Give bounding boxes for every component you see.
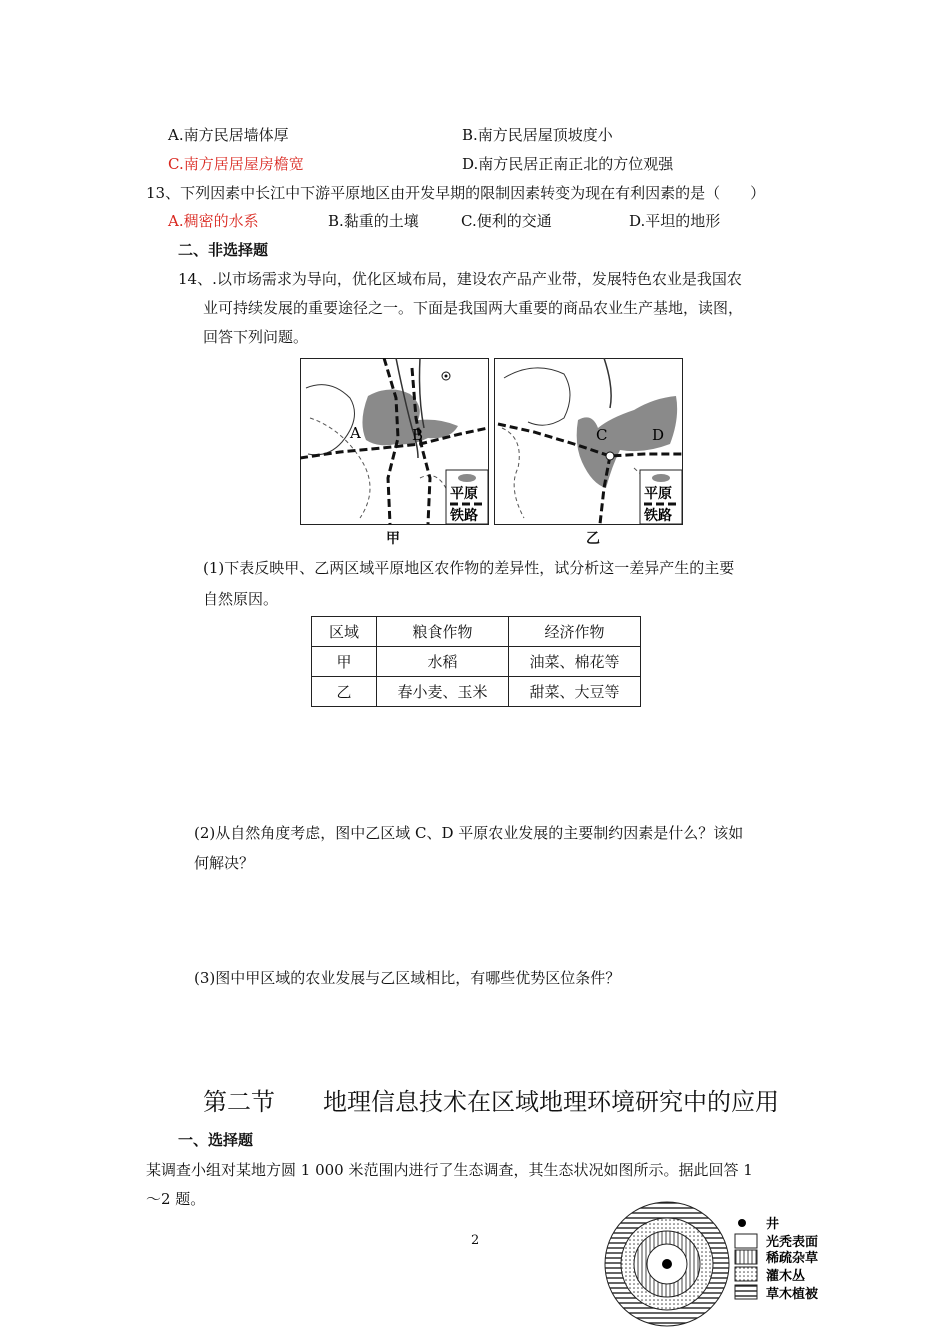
legend-plain-swatch — [652, 474, 670, 482]
q12-option-a: A.南方民居墙体厚 — [168, 126, 289, 144]
choice-section-title: 一、选择题 — [178, 1131, 254, 1149]
q13-stem: 13、下列因素中长江中下游平原地区由开发早期的限制因素转变为现在有利因素的是（ ） — [146, 184, 766, 202]
q14-line1: 14、.以市场需求为导向，优化区域布局，建设农产品产业带，发展特色农业是我国农 — [178, 270, 742, 288]
legend-sparse-label: 稀疏杂草 — [766, 1251, 819, 1266]
table-cell: 甜菜、大豆等 — [509, 677, 641, 707]
table-header-cell: 经济作物 — [509, 617, 641, 647]
section-non-choice-title: 二、非选择题 — [178, 241, 269, 259]
table-cell: 甲 — [312, 647, 377, 677]
map-label-a: A — [350, 424, 361, 442]
table-row — [312, 677, 641, 707]
legend-plain-label: 平原 — [450, 486, 478, 502]
section-heading: 第二节 地理信息技术在区域地理环境研究中的应用 — [203, 1088, 779, 1116]
map-yi-caption: 乙 — [586, 531, 600, 547]
table-cell: 油菜、棉花等 — [509, 647, 641, 677]
sub3: (3)图中甲区域的农业发展与乙区域相比，有哪些优势区位条件？ — [194, 969, 621, 987]
q13-option-b: B.黏重的土壤 — [328, 212, 419, 230]
q13-option-a-answer: A.稠密的水系 — [168, 212, 259, 230]
legend-sparse-swatch — [735, 1250, 757, 1264]
sub2-line1: (2)从自然角度考虑，图中乙区域 C、D 平原农业发展的主要制约因素是什么？该如 — [194, 824, 744, 842]
q13-option-d: D.平坦的地形 — [629, 212, 721, 230]
intro-line2: ～2 题。 — [146, 1190, 206, 1208]
legend-shrub-label: 灌木丛 — [766, 1269, 806, 1284]
table-cell: 水稻 — [377, 647, 509, 677]
legend-bare-label: 光秃表面 — [766, 1235, 819, 1250]
table-header-cell: 粮食作物 — [377, 617, 509, 647]
legend-plain-swatch — [458, 474, 476, 482]
legend-rail-label: 铁路 — [450, 508, 478, 524]
legend-well-label: 井 — [766, 1217, 780, 1232]
q12-option-b: B.南方民居屋顶坡度小 — [462, 126, 613, 144]
map-label-b: B — [412, 426, 424, 444]
well-icon — [662, 1259, 672, 1269]
q13-option-c: C.便利的交通 — [461, 212, 552, 230]
q12-option-c-answer: C.南方居居屋房檐宽 — [168, 155, 304, 173]
intro-line1: 某调查小组对某地方圆 1 000 米范围内进行了生态调查，其生态状况如图所示。据此回答 1 — [146, 1161, 753, 1179]
sub2-line2: 何解决？ — [194, 854, 255, 872]
legend-well-icon — [738, 1219, 746, 1227]
map-label-d: D — [652, 426, 665, 444]
map-jia — [300, 358, 490, 526]
legend-rail-label: 铁路 — [644, 508, 672, 524]
legend-plain-label: 平原 — [644, 486, 672, 502]
q14-line3: 回答下列问题。 — [203, 328, 309, 346]
legend-bare-swatch — [735, 1234, 757, 1248]
sub1-line2: 自然原因。 — [203, 590, 279, 608]
page-number: 2 — [471, 1233, 480, 1248]
table-row — [312, 647, 641, 677]
table-header-cell: 区域 — [312, 617, 377, 647]
table-header-row — [312, 617, 641, 647]
crop-table — [311, 616, 641, 707]
table-cell: 春小麦、玉米 — [377, 677, 509, 707]
sub1-line1: (1)下表反映甲、乙两区域平原地区农作物的差异性，试分析这一差异产生的主要 — [203, 559, 735, 577]
q14-line2: 业可持续发展的重要途径之一。下面是我国两大重要的商品农业生产基地，读图， — [203, 299, 744, 317]
q12-option-d: D.南方民居正南正北的方位观强 — [462, 155, 674, 173]
eco-legend — [734, 1214, 834, 1310]
legend-shrub-swatch — [735, 1267, 757, 1281]
map-jia-caption: 甲 — [386, 531, 400, 547]
map-yi — [494, 358, 684, 526]
legend-grass-label: 草木植被 — [766, 1287, 819, 1302]
table-cell: 乙 — [312, 677, 377, 707]
eco-diagram — [604, 1186, 734, 1344]
legend-grass-swatch — [735, 1285, 757, 1299]
map-label-c: C — [596, 426, 608, 444]
